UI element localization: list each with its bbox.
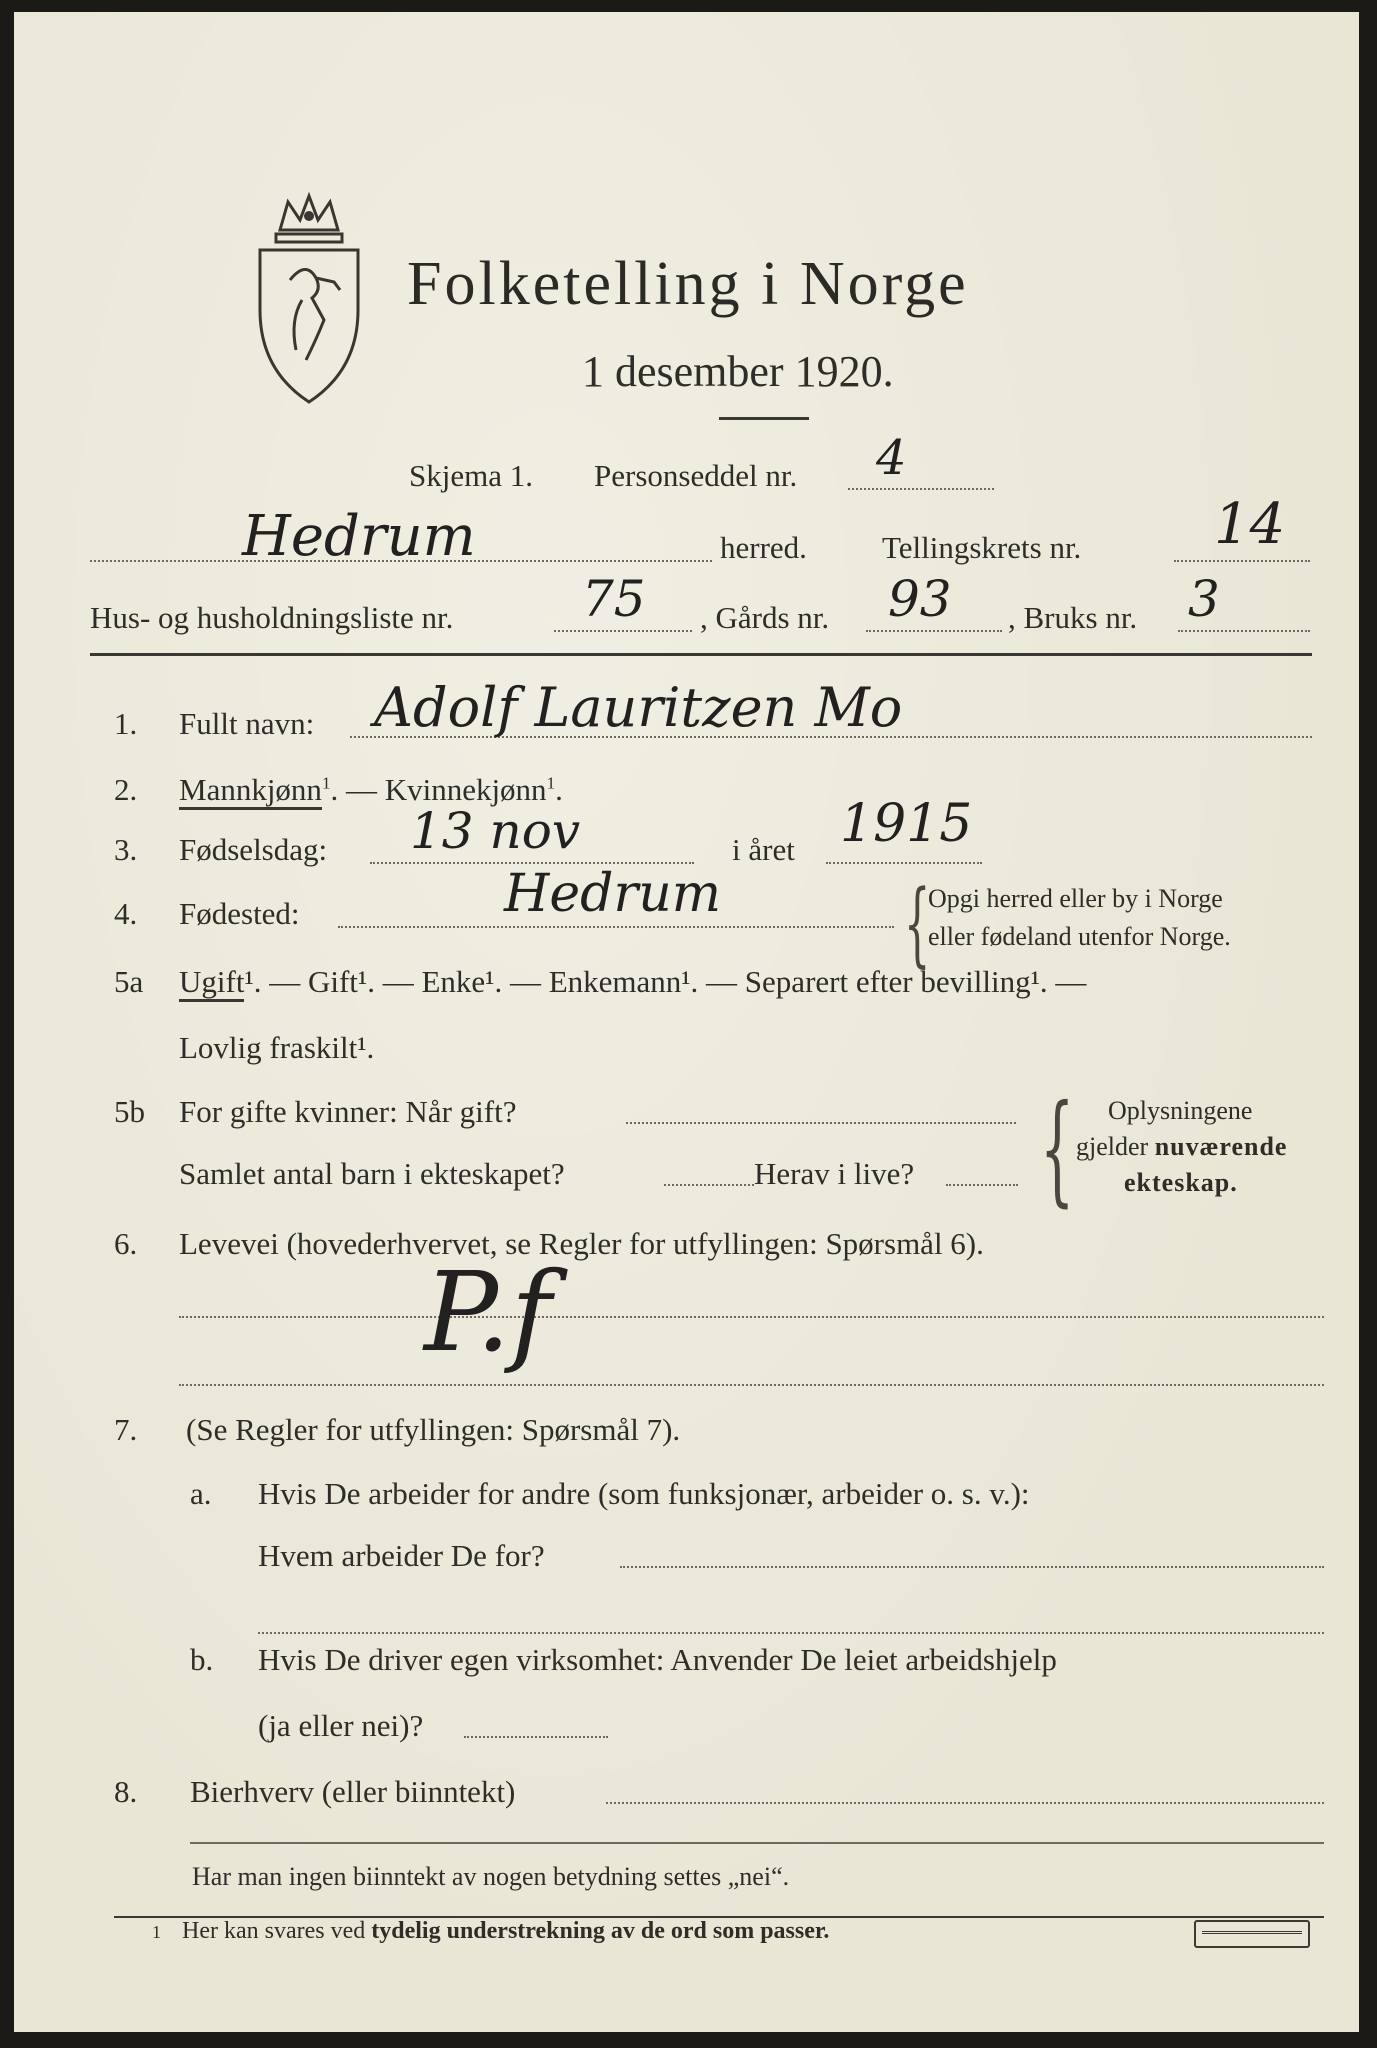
q7b-line — [464, 1736, 608, 1738]
q5a-number: 5a — [114, 964, 144, 999]
q3-label: Fødselsdag: — [179, 832, 328, 867]
herred-value: Hedrum — [242, 504, 476, 569]
q5b-alive-line — [946, 1184, 1018, 1186]
tellingskrets-line — [1174, 560, 1310, 562]
bruks-value: 3 — [1188, 570, 1220, 628]
q7a-employer-line — [620, 1566, 1324, 1568]
tellingskrets-label: Tellingskrets nr. — [882, 530, 1082, 565]
coat-of-arms-icon — [250, 190, 368, 410]
birthdate-value: 13 nov — [410, 802, 581, 860]
gender-male-option: Mannkjønn — [179, 772, 322, 810]
marital-ugift-option: Ugift — [179, 964, 244, 1002]
printer-stamp-icon — [1194, 1920, 1310, 1948]
q7b-letter: b. — [190, 1642, 214, 1677]
q7a-line1: Hvis De arbeider for andre (som funksjonær, arbeider o. s. v.): — [258, 1476, 1030, 1511]
q5a-line2: Lovlig fraskilt¹. — [179, 1030, 375, 1065]
q5b-number: 5b — [114, 1094, 145, 1129]
q5b-note-gjelder: gjelder — [1076, 1132, 1149, 1161]
q5b-note-nuvaerende: nuværende — [1154, 1132, 1288, 1161]
footnote-text-b: tydelig understrekning av de ord som passer. — [371, 1918, 830, 1944]
title-underline — [719, 417, 809, 420]
q4-number: 4. — [114, 896, 138, 931]
birth-year-value: 1915 — [840, 794, 973, 854]
q5b-note-line3: ekteskap. — [1124, 1168, 1238, 1197]
q7a-letter: a. — [190, 1476, 212, 1511]
q8-label: Bierhverv (eller biinntekt) — [190, 1774, 516, 1809]
q8-divider — [190, 1842, 1324, 1844]
q6-line-2 — [179, 1384, 1324, 1386]
gards-label: , Gårds nr. — [700, 600, 830, 635]
footnote-marker: 1 — [152, 1922, 161, 1942]
gender-female-option: . — Kvinnekjønn — [330, 772, 547, 807]
q5b-note-brace: { — [1040, 1080, 1075, 1219]
q5b-line1: For gifte kvinner: Når gift? — [179, 1094, 517, 1129]
census-form-sheet — [14, 12, 1359, 2032]
q5b-note-line2 — [1076, 1132, 1287, 1162]
hus-line — [554, 630, 692, 632]
q4-label: Fødested: — [179, 896, 300, 931]
census-date: 1 desember 1920. — [582, 347, 894, 396]
q3-year-line — [826, 862, 982, 864]
form-title: Folketelling i Norge — [407, 250, 969, 318]
tellingskrets-value: 14 — [1214, 492, 1286, 557]
personseddel-label: Personseddel nr. — [594, 458, 798, 493]
q5b-children-line — [664, 1184, 754, 1186]
gards-value: 93 — [888, 570, 952, 628]
q8-line — [606, 1802, 1324, 1804]
q6-line-1 — [179, 1316, 1324, 1318]
q5b-married-line — [626, 1122, 1016, 1124]
q6-label: Levevei (hovederhvervet, se Regler for utfyllingen: Spørsmål 6). — [179, 1226, 984, 1261]
q5b-children-label: Samlet antal barn i ekteskapet? — [179, 1156, 565, 1191]
gards-line — [866, 630, 1002, 632]
hus-value: 75 — [582, 570, 646, 628]
personseddel-value: 4 — [876, 430, 907, 486]
q7-label: (Se Regler for utfyllingen: Spørsmål 7). — [186, 1412, 681, 1447]
occupation-value: P.f — [424, 1248, 552, 1376]
q4-note-brace: { — [904, 870, 931, 977]
schema-label: Skjema 1. — [409, 458, 533, 493]
q8-number: 8. — [114, 1774, 138, 1809]
q3-year-label: i året — [732, 832, 795, 867]
q5a-options — [179, 964, 1086, 1000]
personseddel-line — [848, 488, 994, 490]
q5b-alive-label: Herav i live? — [754, 1156, 915, 1191]
q1-label: Fullt navn: — [179, 706, 315, 741]
q6-number: 6. — [114, 1226, 138, 1261]
full-name-value: Adolf Lauritzen Mo — [374, 676, 903, 739]
bruks-line — [1178, 630, 1310, 632]
q4-note-line1: Opgi herred eller by i Norge — [928, 884, 1223, 913]
marital-other-options: ¹. — Gift¹. — Enke¹. — Enkemann¹. — Separert efter bevilling¹. — — [244, 964, 1087, 999]
q2-period: . — [555, 772, 563, 807]
footer-note: Har man ingen biinntekt av nogen betydning settes „nei“. — [192, 1862, 790, 1891]
q2-footnote-marker-1: 1 — [321, 773, 331, 793]
q7-number: 7. — [114, 1412, 138, 1447]
q1-number: 1. — [114, 706, 138, 741]
q7a-line2: Hvem arbeider De for? — [258, 1538, 545, 1573]
q7b-line2: (ja eller nei)? — [258, 1708, 424, 1743]
q4-line — [338, 926, 894, 928]
footnote-text — [182, 1918, 829, 1945]
q7a-extra-line — [258, 1632, 1324, 1634]
q5b-note-line1: Oplysningene — [1108, 1096, 1253, 1125]
q2-footnote-marker-2: 1 — [546, 773, 556, 793]
birthplace-value: Hedrum — [504, 864, 722, 924]
header-divider — [90, 653, 1312, 656]
q7b-line1: Hvis De driver egen virksomhet: Anvender De leiet arbeidshjelp — [258, 1642, 1057, 1677]
footnote-text-a: Her kan svares ved — [182, 1918, 366, 1944]
hus-label: Hus- og husholdningsliste nr. — [90, 600, 454, 635]
herred-label: herred. — [720, 530, 807, 565]
q2-number: 2. — [114, 772, 138, 807]
bruks-label: , Bruks nr. — [1008, 600, 1138, 635]
q4-note-line2: eller fødeland utenfor Norge. — [928, 922, 1231, 951]
q3-number: 3. — [114, 832, 138, 867]
